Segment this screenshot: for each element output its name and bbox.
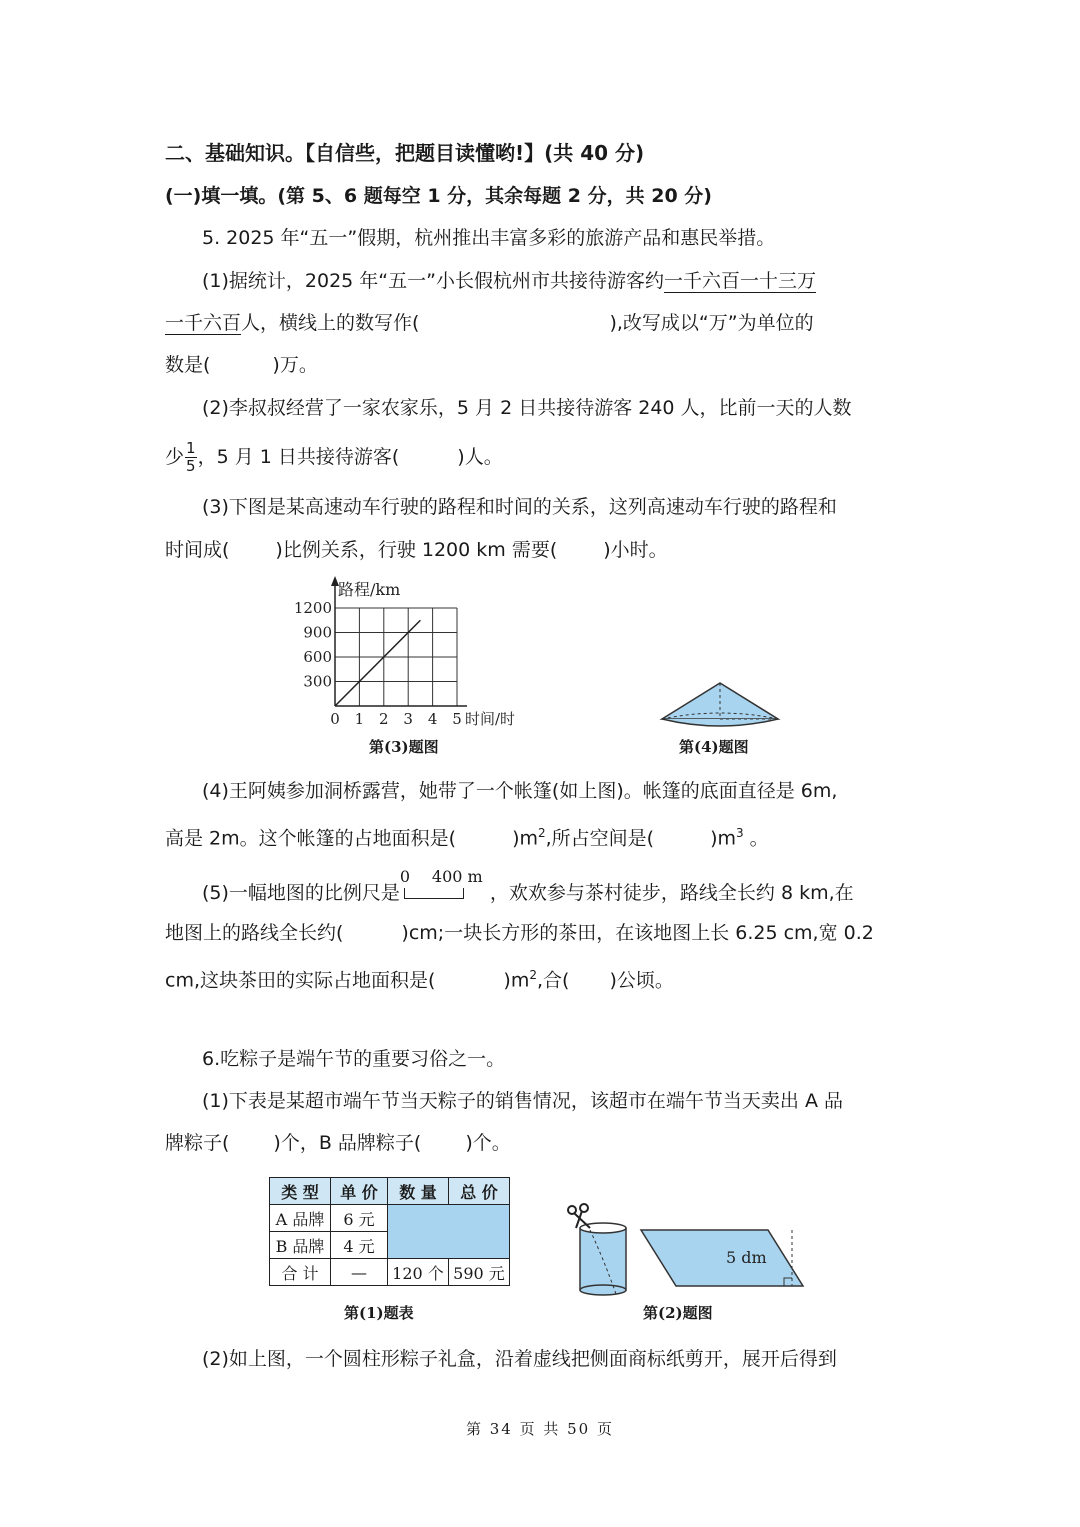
fig3-caption: 第(3)题图 bbox=[369, 738, 439, 756]
table-header-cell: 单 价 bbox=[331, 1178, 388, 1205]
table-cell: 6 元 bbox=[331, 1205, 388, 1232]
table-cell: 4 元 bbox=[331, 1232, 388, 1259]
sales-table bbox=[269, 1177, 510, 1286]
x-tick-label: 1 bbox=[354, 710, 365, 728]
q5-p2-text-d: )人。 bbox=[457, 446, 503, 468]
table-row bbox=[270, 1205, 510, 1232]
height-label: 5 dm bbox=[726, 1248, 767, 1267]
scissors-icon bbox=[568, 1204, 590, 1228]
q5-p4-text-d: ,所占空间是( bbox=[545, 827, 655, 850]
q5-p3-line2 bbox=[165, 537, 668, 563]
q5-p3-text-c: )比例关系，行驶 1200 km 需要( bbox=[275, 539, 558, 561]
table-cell: A 品牌 bbox=[270, 1205, 331, 1232]
distance-time-chart bbox=[280, 570, 550, 735]
x-axis-label: 时间/时 bbox=[465, 710, 516, 728]
q5-p1-text-e: )万。 bbox=[272, 354, 318, 376]
table-row bbox=[270, 1259, 510, 1286]
q6-p1-line2 bbox=[165, 1130, 511, 1156]
q5-p5-text-a: (5)一幅地图的比例尺是 bbox=[202, 882, 400, 904]
q5-intro: 5. 2025 年“五一”假期，杭州推出丰富多彩的旅游产品和惠民举措。 bbox=[202, 227, 776, 249]
fig4-caption: 第(4)题图 bbox=[679, 738, 749, 756]
cone-base-front bbox=[662, 719, 778, 726]
q6-p1-text-d: )个。 bbox=[465, 1132, 511, 1154]
fraction-numerator: 1 bbox=[186, 439, 196, 457]
superscript: 2 bbox=[537, 826, 546, 840]
q6-p1-text-b: 牌粽子( bbox=[165, 1132, 230, 1154]
q5-p1-line3 bbox=[165, 352, 318, 378]
q5-p4-text-b: 高是 2m。这个帐篷的占地面积是( bbox=[165, 827, 457, 850]
fraction-denominator: 5 bbox=[186, 457, 196, 475]
x-tick-label: 3 bbox=[403, 710, 413, 728]
scale-label-0: 0 bbox=[399, 867, 411, 886]
x-tick-label: 4 bbox=[427, 710, 438, 728]
q5-p3-text-d: )小时。 bbox=[603, 539, 668, 561]
q5-p2-line1: (2)李叔叔经营了一家农家乐，5 月 2 日共接待游客 240 人，比前一天的人数 bbox=[202, 397, 852, 419]
q5-p1-line1 bbox=[202, 268, 816, 294]
q5-p1-underlined-2: 一千六百 bbox=[165, 312, 242, 334]
table-caption: 第(1)题表 bbox=[344, 1304, 414, 1322]
scale-bar bbox=[399, 867, 490, 906]
fig2-caption: 第(2)题图 bbox=[643, 1304, 713, 1322]
y-tick-label: 1200 bbox=[293, 599, 332, 617]
q5-p5-line2 bbox=[165, 920, 874, 946]
q5-p3-text-b: 时间成( bbox=[165, 539, 230, 561]
q5-p3-line1: (3)下图是某高速动车行驶的路程和时间的关系，这列高速动车行驶的路程和 bbox=[202, 496, 837, 518]
q5-p4-text-e: )m bbox=[710, 827, 736, 850]
q5-p5-text-h: )公顷。 bbox=[609, 969, 674, 992]
q5-p1-text-b: 人，横线上的数写作( bbox=[241, 312, 420, 334]
q5-p5-text-c: 地图上的路线全长约( bbox=[165, 922, 344, 944]
q5-p5-text-e: cm,这块茶田的实际占地面积是( bbox=[165, 969, 436, 992]
table-cell: 120 个 bbox=[388, 1259, 449, 1286]
table-header-cell: 数 量 bbox=[388, 1178, 449, 1205]
q5-p2-text-b: 少 bbox=[165, 446, 185, 468]
q5-p5-text-b: ，欢欢参与茶村徒步，路线全长约 8 km,在 bbox=[489, 882, 854, 904]
q5-p5-text-f: )m bbox=[503, 969, 530, 992]
x-tick-label: 5 bbox=[452, 710, 462, 728]
q5-p5-text-d: )cm;一块长方形的茶田，在该地图上长 6.25 cm,宽 0.2 bbox=[401, 922, 874, 944]
cylinder-gift-box bbox=[560, 1200, 645, 1300]
x-tick-label: 0 bbox=[330, 710, 340, 728]
page-footer: 第 34 页 共 50 页 bbox=[465, 1420, 614, 1438]
y-tick-label: 300 bbox=[303, 672, 332, 691]
q5-p1-text-d: 数是( bbox=[165, 354, 211, 376]
table-header-row bbox=[270, 1178, 510, 1205]
y-tick-label: 900 bbox=[303, 623, 332, 642]
q5-p1-text-c: ),改写成以“万”为单位的 bbox=[609, 312, 814, 334]
table-cell: 合 计 bbox=[270, 1259, 331, 1286]
cylinder-bottom bbox=[580, 1285, 626, 1295]
section-subtitle: (一)填一填。(第 5、6 题每空 1 分，其余每题 2 分，共 20 分) bbox=[165, 185, 712, 207]
section-title: 二、基础知识。【自信些，把题目读懂哟!】(共 40 分) bbox=[165, 141, 645, 165]
q5-p4-line2 bbox=[165, 820, 769, 851]
q5-p5-text-g: ,合( bbox=[536, 969, 570, 992]
q5-p1-line2 bbox=[165, 310, 814, 336]
table-cell: B 品牌 bbox=[270, 1232, 331, 1259]
data-line bbox=[335, 620, 420, 706]
q6-p1-text-c: )个，B 品牌粽子( bbox=[273, 1132, 422, 1154]
scale-label-400: 400 m bbox=[431, 867, 483, 886]
q5-p4-text-f: 。 bbox=[743, 827, 769, 850]
q6-p1-line1: (1)下表是某超市端午节当天粽子的销售情况，该超市在端午节当天卖出 A 品 bbox=[202, 1090, 843, 1112]
superscript: 2 bbox=[529, 968, 537, 982]
q5-p5-line1 bbox=[202, 867, 854, 906]
x-tick-label: 2 bbox=[379, 710, 389, 728]
table-header-cell: 类 型 bbox=[270, 1178, 331, 1205]
q5-p2-line2 bbox=[165, 440, 503, 475]
q5-p4-text-c: )m bbox=[512, 827, 538, 850]
parallelogram bbox=[641, 1230, 803, 1286]
q5-p1-text-a: (1)据统计，2025 年“五一”小长假杭州市共接待游客约 bbox=[202, 270, 664, 292]
q5-p5-line3 bbox=[165, 962, 674, 993]
table-cell: — bbox=[331, 1259, 388, 1286]
table-header-cell: 总 价 bbox=[449, 1178, 510, 1205]
q6-p2-line1: (2)如上图，一个圆柱形粽子礼盒，沿着虚线把侧面商标纸剪开，展开后得到 bbox=[202, 1348, 837, 1370]
table-cell: 590 元 bbox=[449, 1259, 510, 1286]
torn-cell bbox=[388, 1205, 510, 1259]
y-tick-label: 600 bbox=[303, 648, 332, 666]
parallelogram-figure bbox=[636, 1226, 808, 1292]
superscript: 3 bbox=[736, 826, 744, 840]
cone-tent-figure bbox=[655, 675, 785, 730]
q6-intro: 6.吃粽子是端午节的重要习俗之一。 bbox=[202, 1048, 506, 1070]
q5-p4-line1: (4)王阿姨参加洞桥露营，她带了一个帐篷(如上图)。帐篷的底面直径是 6m, bbox=[202, 780, 838, 802]
fraction bbox=[185, 440, 197, 475]
q5-p2-text-c: ，5 月 1 日共接待游客( bbox=[197, 446, 400, 468]
y-axis-label: 路程/km bbox=[338, 580, 401, 599]
q5-p1-underlined-1: 一千六百一十三万 bbox=[664, 270, 817, 292]
scale-bar-line bbox=[404, 888, 464, 899]
